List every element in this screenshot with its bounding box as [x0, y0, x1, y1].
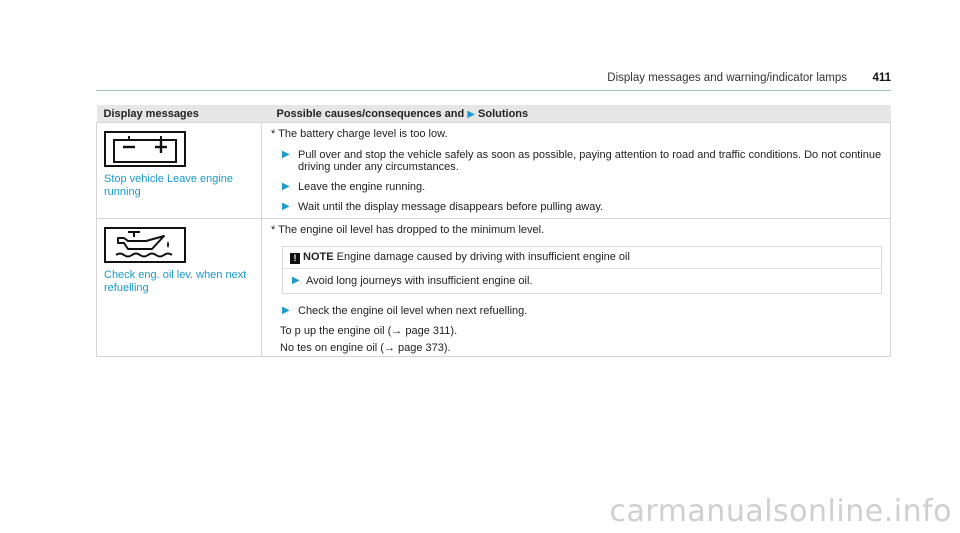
step-arrow-icon: ▶ — [282, 181, 290, 192]
note-box — [282, 246, 882, 294]
battery-icon — [104, 131, 186, 167]
table-row — [97, 219, 891, 357]
table-header-row — [97, 105, 891, 123]
display-message-label: Stop vehicle Leave engine running — [104, 173, 234, 198]
warning-icon: ! — [290, 253, 300, 264]
display-cell — [97, 123, 262, 219]
step-arrow-icon: ▶ — [282, 149, 290, 160]
cause-text: * The engine oil level has dropped to the minimum level. — [271, 224, 545, 236]
display-cell — [97, 219, 262, 357]
page-reference: To p up the engine oil (→ page 311). — [280, 325, 458, 337]
table-row — [97, 123, 891, 219]
col-header-causes: Possible causes/consequences and ▶ Solutions — [262, 105, 891, 123]
page-header — [96, 70, 891, 91]
step-arrow-icon: ▶ — [282, 305, 290, 316]
display-messages-table — [96, 105, 891, 357]
note-header: ! NOTE Engine damage caused by driving with insufficient engine oil — [283, 247, 881, 269]
note-step: ▶ Avoid long journeys with insufficient engine oil. — [292, 275, 533, 287]
watermark: carmanualsonline.info — [609, 494, 952, 529]
solution-step: ▶ Check the engine oil level when next refuelling. — [282, 305, 528, 317]
col-header-display-messages: Display messages — [97, 105, 262, 123]
page-number: 411 — [872, 72, 891, 84]
solution-arrow-icon: ▶ — [467, 108, 475, 120]
cause-text: * The battery charge level is too low. — [271, 128, 448, 140]
causes-cell — [262, 123, 891, 219]
solution-step: ▶ Leave the engine running. — [282, 181, 426, 193]
solution-step: ▶ Pull over and stop the vehicle safely as soon as possible, paying attention to road and traffic conditions. Do not continue driving under any circumstances. — [282, 149, 882, 173]
page-reference: No tes on engine oil (→ page 373). — [280, 342, 451, 354]
solution-step: ▶ Wait until the display message disappears before pulling away. — [282, 201, 604, 213]
step-arrow-icon: ▶ — [282, 201, 290, 212]
header-title: Display messages and warning/indicator lamps — [607, 72, 847, 84]
step-arrow-icon: ▶ — [292, 275, 300, 286]
display-message-label: Check eng. oil lev. when next refuelling — [104, 269, 247, 294]
causes-cell — [262, 219, 891, 357]
oil-can-icon — [104, 227, 186, 263]
